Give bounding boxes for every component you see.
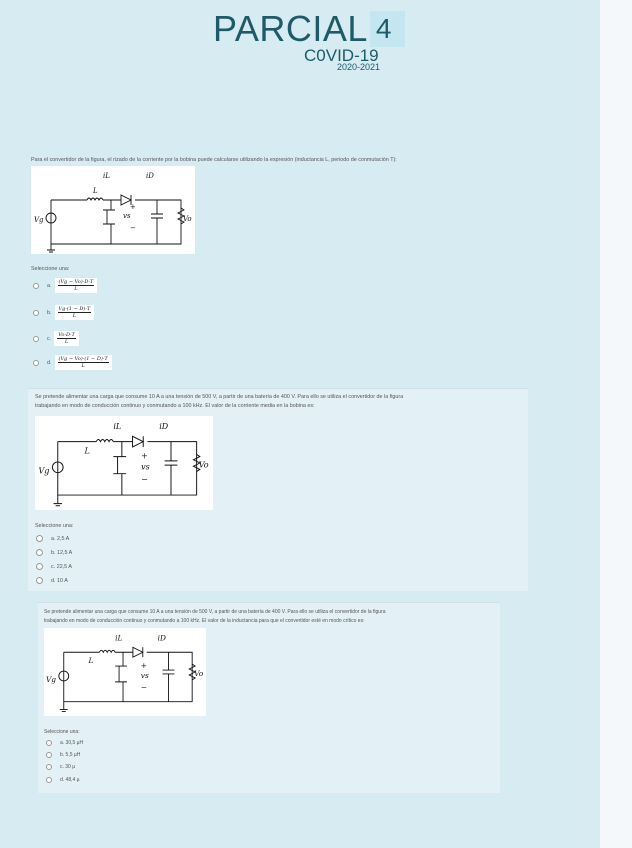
radio-button[interactable]: [36, 563, 43, 570]
label-il: iL: [115, 633, 123, 643]
label-vg: Vg: [38, 466, 50, 476]
label-l: L: [88, 656, 94, 666]
circuit-diagram-1: [31, 166, 195, 254]
label-vs: vs: [141, 462, 150, 472]
question-2-select-label: Seleccione una:: [35, 523, 74, 529]
label-il: iL: [113, 421, 122, 431]
question-2-text-line2: trabajando en modo de conducción continuo y conmutando a 100 kHz. El valor de la corriente media en la bobina es:: [35, 403, 315, 409]
label-minus: −: [141, 475, 148, 485]
radio-button[interactable]: [46, 740, 52, 746]
question-1-option-c[interactable]: c. $\frac{Vo\cdot D\cdot T}{L}$: [33, 331, 79, 346]
label-plus: +: [140, 661, 148, 671]
label-vs: vs: [140, 670, 149, 680]
page-title: [213, 8, 405, 49]
label-minus: −: [130, 224, 136, 232]
question-1-select-label: Seleccione una:: [31, 266, 70, 272]
boost-converter-schematic: [44, 628, 206, 716]
label-il: iL: [103, 172, 110, 180]
label-id: iD: [159, 421, 169, 431]
page-margin: [600, 0, 632, 848]
label-plus: +: [130, 203, 136, 211]
question-1-text: Para el convertidor de la figura, el rizado de la corriente por la bobina puede calcularse utilizando la expresión (inductancia L, periodo de conmutación T):: [31, 157, 397, 163]
question-3-option-b[interactable]: b. 5,5 µH: [46, 752, 80, 758]
subtitle-years: 2020-2021: [337, 62, 381, 72]
radio-button[interactable]: [36, 535, 43, 542]
question-3-text-line2: trabajando en modo de conducción continuo y conmutando a 100 kHz. El valor de la inductancia para que el convertidor esté en modo crítico es:: [44, 618, 365, 624]
circuit-diagram-3: [44, 628, 206, 716]
radio-button[interactable]: [36, 549, 43, 556]
formula-a: $\frac{(Vg - Vo)\cdot D\cdot T}{L}$: [55, 278, 98, 293]
radio-button[interactable]: [46, 752, 52, 758]
question-1-option-b[interactable]: b. $\frac{Vg\cdot(1 - D)\cdot T}{L}$: [33, 305, 94, 320]
question-1-option-d[interactable]: d. $\frac{(Vg - Vo)\cdot(1 - D)\cdot T}{L}$: [33, 355, 112, 370]
boost-converter-schematic: [31, 166, 195, 254]
question-2-text-line1: Se pretende alimentar una carga que consume 10 A a una tensión de 500 V, a partir de una batería de 400 V. Para ello se utiliza el convertidor de la figura: [35, 394, 404, 400]
question-2-option-d[interactable]: d. 10 A: [36, 577, 68, 584]
radio-button[interactable]: [33, 360, 39, 366]
title-text: PARCIAL: [213, 8, 368, 49]
title-number: 4: [370, 11, 406, 47]
question-3-option-c[interactable]: c. 30 µ: [46, 764, 75, 770]
label-plus: +: [141, 451, 148, 461]
label-vg: Vg: [45, 674, 57, 684]
radio-button[interactable]: [33, 283, 39, 289]
label-minus: −: [140, 682, 148, 692]
label-vg: Vg: [34, 216, 44, 224]
radio-button[interactable]: [33, 310, 39, 316]
label-l: L: [93, 187, 98, 195]
radio-button[interactable]: [36, 577, 43, 584]
question-3-option-d[interactable]: d. 48,4 µ: [46, 777, 80, 783]
label-vo: Vo: [194, 668, 204, 678]
boost-converter-schematic: [35, 416, 213, 510]
question-3-option-a[interactable]: a. 30,5 µH: [46, 740, 83, 746]
radio-button[interactable]: [46, 764, 52, 770]
formula-b: $\frac{Vg\cdot(1 - D)\cdot T}{L}$: [55, 305, 95, 320]
label-vo: Vo: [183, 215, 192, 223]
circuit-diagram-2: [35, 416, 213, 510]
label-l: L: [84, 446, 90, 456]
formula-c: $\frac{Vo\cdot D\cdot T}{L}$: [54, 331, 79, 346]
question-2-option-b[interactable]: b. 12,5 A: [36, 549, 72, 556]
label-id: iD: [157, 633, 166, 643]
question-3-text-line1: Se pretende alimentar una carga que consume 10 A a una tensión de 500 V, a partir de una batería de 400 V. Para ello se utiliza el convertidor de la figura: [44, 609, 386, 615]
label-vs: vs: [123, 212, 131, 220]
subtitle: C0VID-19: [304, 46, 379, 65]
radio-button[interactable]: [33, 336, 39, 342]
label-vo: Vo: [198, 460, 209, 470]
question-2-option-c[interactable]: c. 22,5 A: [36, 563, 72, 570]
label-id: iD: [146, 172, 154, 180]
radio-button[interactable]: [46, 777, 52, 783]
formula-d: $\frac{(Vg - Vo)\cdot(1 - D)\cdot T}{L}$: [55, 355, 112, 370]
question-2-option-a[interactable]: a. 2,5 A: [36, 535, 69, 542]
question-1-option-a[interactable]: a. $\frac{(Vg - Vo)\cdot D\cdot T}{L}$: [33, 278, 97, 293]
question-3-select-label: Seleccione una:: [44, 729, 80, 735]
